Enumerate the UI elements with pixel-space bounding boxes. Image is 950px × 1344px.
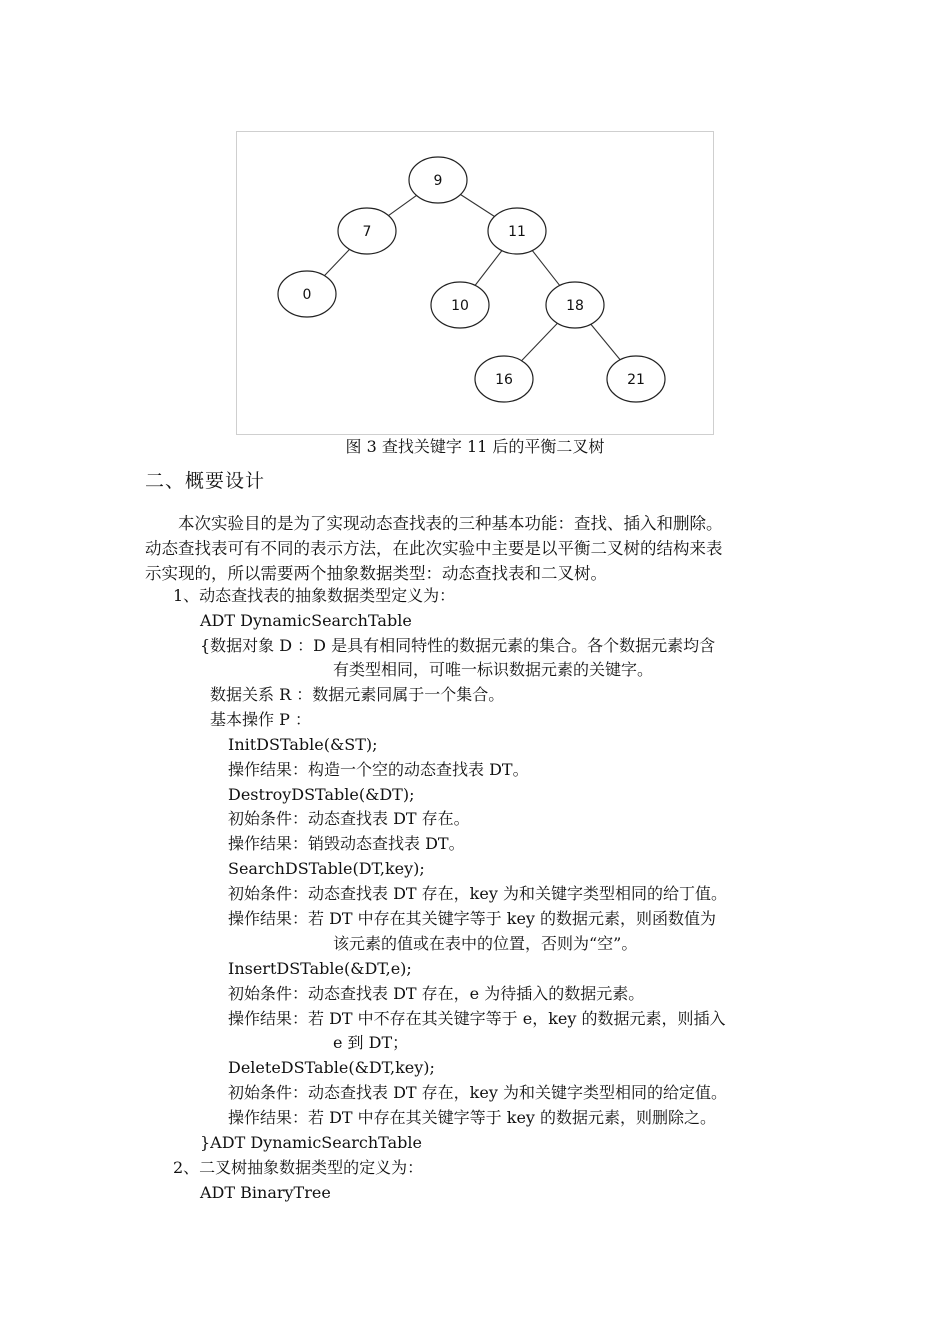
tree-node-9 xyxy=(409,157,467,203)
tree-figure xyxy=(236,131,714,435)
op-description: 初始条件：动态查找表 DT 存在，key 为和关键字类型相同的给定值。 xyxy=(228,1083,727,1102)
data-object-cont: 有类型相同，可唯一标识数据元素的关键字。 xyxy=(333,660,654,679)
op-description: 初始条件：动态查找表 DT 存在。 xyxy=(228,809,470,828)
op-description: 初始条件：动态查找表 DT 存在，e 为待插入的数据元素。 xyxy=(228,984,645,1003)
section-heading: 二、概要设计 xyxy=(145,470,266,492)
tree-edge xyxy=(522,323,558,360)
tree-diagram xyxy=(237,132,715,436)
tree-node-label: 18 xyxy=(566,298,584,314)
op-description: 操作结果：若 DT 中存在其关键字等于 key 的数据元素，则函数值为 xyxy=(228,909,717,928)
tree-node-label: 10 xyxy=(451,298,469,314)
op-description: 初始条件：动态查找表 DT 存在，key 为和关键字类型相同的给丁值。 xyxy=(228,884,727,903)
figure-caption: 图 3 查找关键字 11 后的平衡二叉树 xyxy=(345,437,605,456)
intro-paragraph xyxy=(145,511,809,586)
op-description: 操作结果：构造一个空的动态查找表 DT。 xyxy=(228,760,529,779)
intro-line: 本次实验目的是为了实现动态查找表的三种基本功能：查找、插入和删除。 xyxy=(178,514,723,533)
op-signature: DestroyDSTable(&DT); xyxy=(228,785,415,804)
tree-node-0 xyxy=(278,271,336,317)
adt-dst-title: 1、动态查找表的抽象数据类型定义为： xyxy=(173,586,456,605)
tree-edge xyxy=(324,249,349,275)
op-description-cont: e 到 DT； xyxy=(333,1033,409,1052)
data-object-line: {数据对象 D ：D 是具有相同特性的数据元素的集合。各个数据元素均含 xyxy=(200,636,716,655)
tree-edge xyxy=(532,251,559,286)
op-description-cont: 该元素的值或在表中的位置，否则为“空”。 xyxy=(333,934,638,953)
adt-footer: }ADT DynamicSearchTable xyxy=(200,1133,422,1152)
basic-ops-line: 基本操作 P ： xyxy=(210,710,311,729)
tree-node-21 xyxy=(607,356,665,402)
data-relation-line: 数据关系 R ：数据元素同属于一个集合。 xyxy=(210,685,505,704)
intro-line: 示实现的，所以需要两个抽象数据类型：动态查找表和二叉树。 xyxy=(145,564,607,583)
op-description: 操作结果：销毁动态查找表 DT。 xyxy=(228,834,465,853)
tree-edge xyxy=(591,324,620,359)
tree-node-16 xyxy=(475,356,533,402)
tree-node-label: 11 xyxy=(508,224,526,240)
tree-node-11 xyxy=(488,208,546,254)
tree-node-18 xyxy=(546,282,604,328)
tree-node-label: 21 xyxy=(627,372,645,388)
op-description: 操作结果：若 DT 中不存在其关键字等于 e，key 的数据元素，则插入 xyxy=(228,1009,726,1028)
tree-edge xyxy=(475,251,502,286)
tree-node-10 xyxy=(431,282,489,328)
adt-bt-title: 2、二叉树抽象数据类型的定义为： xyxy=(173,1158,424,1177)
op-signature: DeleteDSTable(&DT,key); xyxy=(228,1058,435,1077)
tree-node-7 xyxy=(338,208,396,254)
tree-node-label: 16 xyxy=(495,372,513,388)
op-description: 操作结果：若 DT 中存在其关键字等于 key 的数据元素，则删除之。 xyxy=(228,1108,717,1127)
tree-edge xyxy=(388,195,416,215)
tree-node-label: 9 xyxy=(433,173,443,189)
adt-header: ADT BinaryTree xyxy=(200,1183,331,1202)
tree-node-label: 0 xyxy=(302,287,312,303)
adt-header: ADT DynamicSearchTable xyxy=(200,611,412,630)
tree-edge xyxy=(460,195,494,217)
intro-line: 动态查找表可有不同的表示方法，在此次实验中主要是以平衡二叉树的结构来表 xyxy=(145,539,723,558)
op-signature: InsertDSTable(&DT,e); xyxy=(228,959,412,978)
op-signature: SearchDSTable(DT,key); xyxy=(228,859,425,878)
tree-node-label: 7 xyxy=(362,224,372,240)
op-signature: InitDSTable(&ST); xyxy=(228,735,378,754)
